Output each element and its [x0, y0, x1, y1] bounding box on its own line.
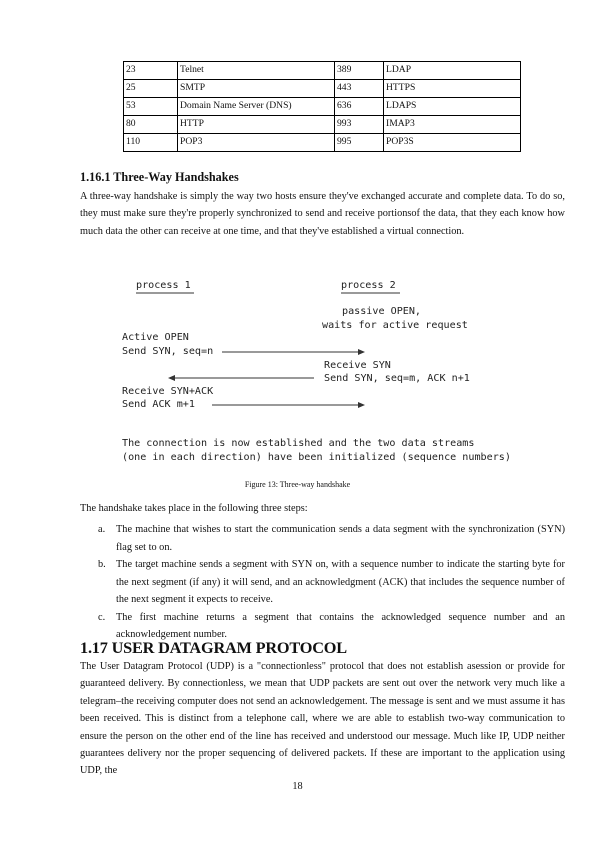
table-row: [124, 98, 521, 116]
steps-intro: The handshake takes place in the following three steps:: [80, 503, 308, 514]
port-number-table: [123, 61, 521, 152]
send-ack-label: Send ACK m+1: [122, 399, 195, 410]
list-item: [80, 556, 565, 609]
list-marker: c.: [98, 611, 106, 623]
three-way-handshake-figure: [118, 274, 530, 470]
table-cell: POP3: [178, 134, 335, 152]
process2-label: process 2: [341, 280, 396, 291]
table-cell: IMAP3: [384, 116, 521, 134]
table-cell: HTTPS: [384, 80, 521, 98]
section-heading-udp: 1.17 USER DATAGRAM PROTOCOL: [80, 638, 347, 657]
table-cell: 23: [124, 62, 178, 80]
table-cell: 53: [124, 98, 178, 116]
table-row: [124, 80, 521, 98]
ack-arrowhead: [358, 402, 365, 408]
page-number: 18: [292, 781, 303, 792]
receive-syn-ack-label: Receive SYN+ACK: [122, 386, 214, 397]
table-cell: Domain Name Server (DNS): [178, 98, 335, 116]
table-cell: 389: [335, 62, 384, 80]
table-cell: POP3S: [384, 134, 521, 152]
waits-label: waits for active request: [322, 320, 468, 331]
table-cell: 80: [124, 116, 178, 134]
list-marker: a.: [98, 524, 106, 535]
table-row: [124, 134, 521, 152]
table-cell: Telnet: [178, 62, 335, 80]
table-row: [124, 116, 521, 134]
receive-syn-label: Receive SYN: [324, 360, 391, 371]
send-syn-ack-label: Send SYN, seq=m, ACK n+1: [324, 373, 470, 384]
process1-label: process 1: [136, 280, 191, 291]
passive-open-label: passive OPEN,: [342, 306, 422, 317]
section-heading-three-way-handshakes: 1.16.1 Three-Way Handshakes: [80, 170, 239, 184]
established-line-1: The connection is now established and the two data streams: [122, 438, 475, 449]
syn-arrowhead: [358, 349, 365, 355]
table-cell: 993: [335, 116, 384, 134]
table-cell: HTTP: [178, 116, 335, 134]
handshake-steps-list: [80, 521, 565, 644]
table-cell: 443: [335, 80, 384, 98]
figure-caption: Figure 13: Three-way handshake: [244, 480, 351, 489]
table-cell: LDAPS: [384, 98, 521, 116]
list-item-text: The first machine returns a segment that contains the acknowledged sequence number and an acknowledgement number.: [116, 611, 565, 640]
syn-ack-arrowhead: [168, 375, 175, 381]
established-line-2: (one in each direction) have been initialized (sequence numbers): [122, 452, 511, 463]
table-row: [124, 62, 521, 80]
table-cell: 995: [335, 134, 384, 152]
list-item: [80, 521, 565, 556]
list-marker: b.: [98, 559, 106, 570]
table-cell: SMTP: [178, 80, 335, 98]
table-cell: 110: [124, 134, 178, 152]
send-syn-label: Send SYN, seq=n: [122, 346, 214, 357]
udp-paragraph: The User Datagram Protocol (UDP) is a "connectionless" protocol that does not establish asession or provide for guaranteed delivery. By connectionless, we mean that UDP packets are sent out over the network very much like a telegram–the receiving computer does not send an acknowledgement. The message is sent and we must assume it has been received. This is distinct from a telephone call, where we are able to establish two-way communication to ensure the person on the other end of the line has received and understood our message. Much like IP, UDP neither guarantees delivery nor the proper sequencing of delivered packets. If these are important to the application using UDP, the: [80, 661, 565, 777]
table-cell: 636: [335, 98, 384, 116]
table-cell: LDAP: [384, 62, 521, 80]
active-open-label: Active OPEN: [122, 332, 189, 343]
three-way-handshake-paragraph: A three-way handshake is simply the way two hosts ensure they've exchanged accurate and complete data. To do so, they must make sure they're properly synchronized to send and receive portionsof the data, that they each know how much data the other can receive at one time, and that they've established a virtual connection.: [80, 191, 565, 237]
list-item-text: The target machine sends a segment with SYN on, with a sequence number to indicate the starting byte for the next segment (if any) it will send, and an acknowledgment (ACK) that includes the sequence number of the next segment it expects to receive.: [116, 559, 565, 605]
list-item-text: The machine that wishes to start the communication sends a data segment with the synchronization (SYN) flag set to on.: [116, 524, 565, 553]
table-cell: 25: [124, 80, 178, 98]
